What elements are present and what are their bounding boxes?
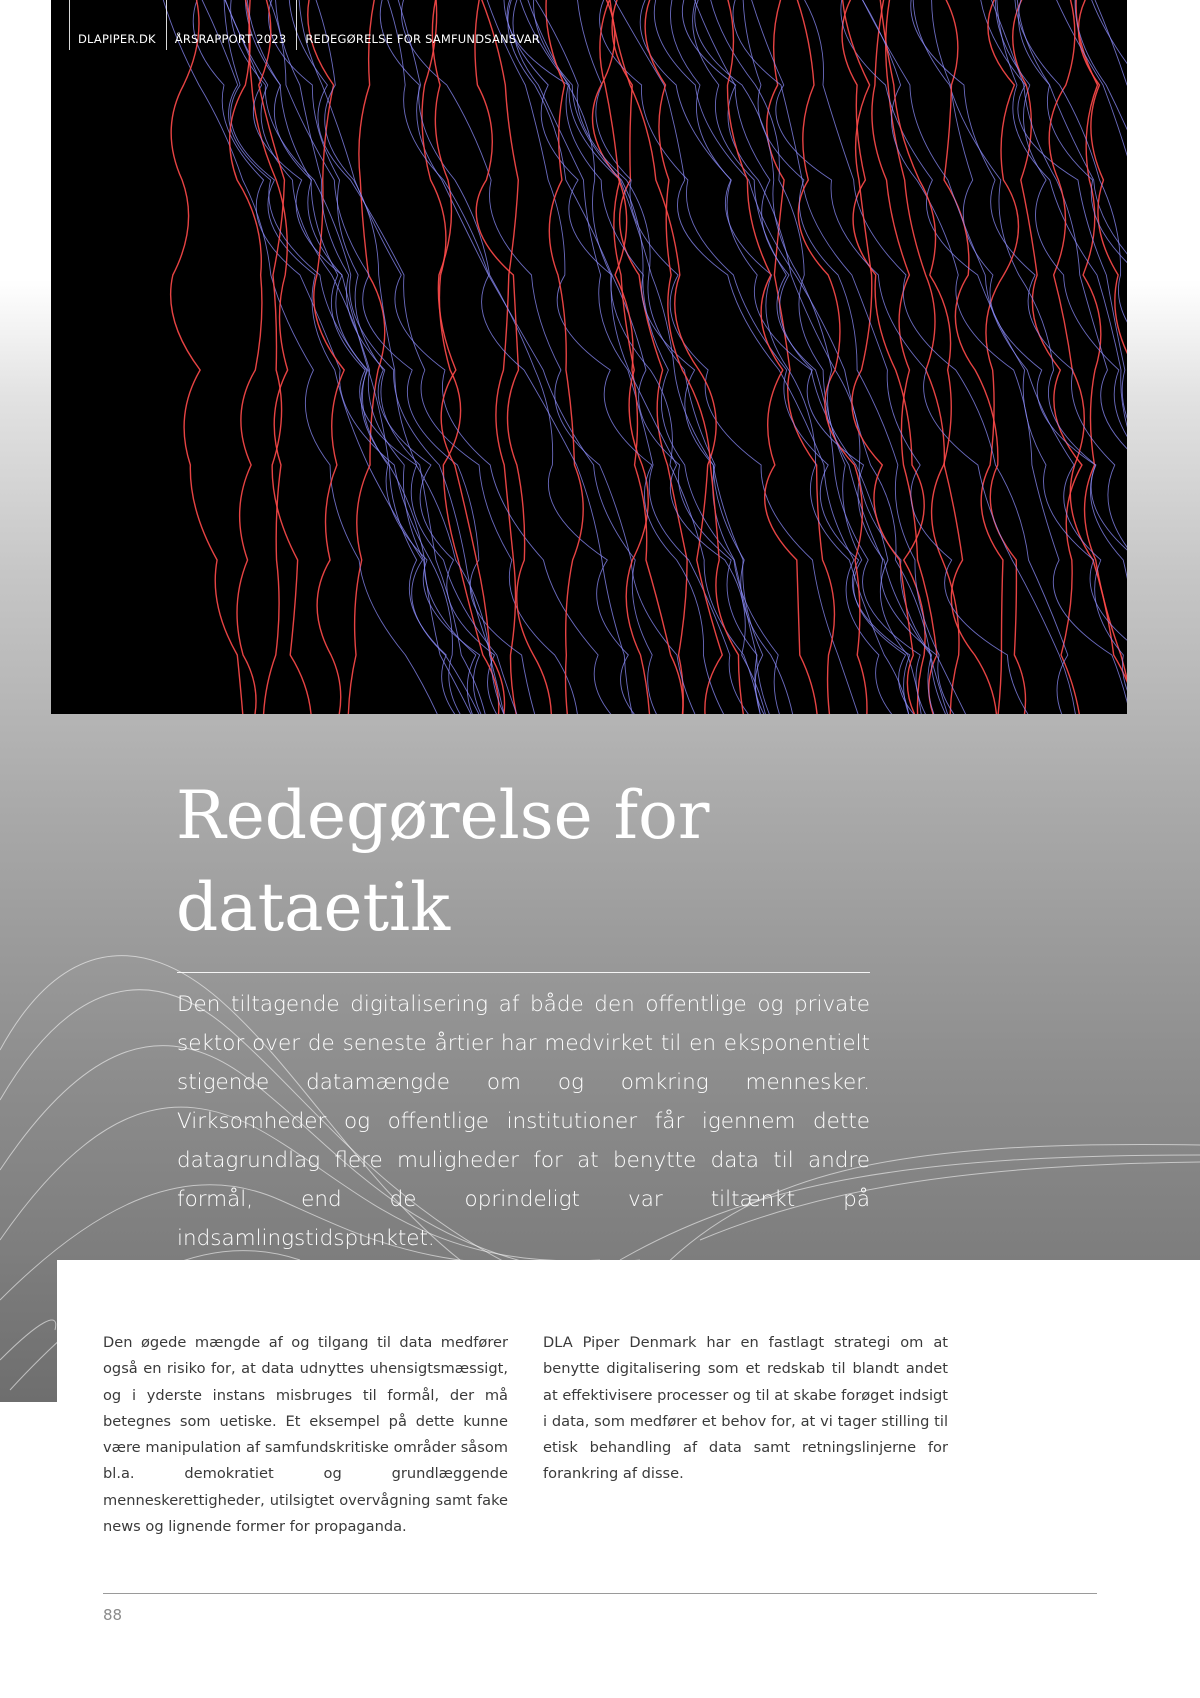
blue-light-trail — [507, 0, 797, 714]
blue-light-trail — [1091, 0, 1127, 714]
blue-light-trail — [534, 0, 797, 714]
hero-light-trails-image — [51, 0, 1127, 714]
light-trails-graphic — [51, 0, 1127, 714]
nav-item-section[interactable]: REDEGØRELSE FOR SAMFUNDSANSVAR — [296, 0, 550, 50]
footer-divider — [103, 1593, 1097, 1594]
blue-light-trail — [841, 0, 1127, 714]
blue-light-trail — [197, 0, 507, 714]
red-light-trail — [171, 0, 246, 714]
body-column-left: Den øgede mængde af og tilgang til data medfører også en risiko for, at data udnyttes uhensigtsmæssigt, og i yderste instans misbruges til formål, der må betegnes som uetiske. Et eksempel på dette kunne være manipulation af samfundskritiske områder såsom bl.a. demokratiet og grundlæggende menneskerettigheder, utilsigtet overvågning samt fake news og lignende former for propaganda. — [103, 1334, 508, 1536]
title-divider — [177, 972, 870, 973]
blue-light-trail — [1088, 0, 1127, 714]
blue-light-trail — [247, 0, 512, 714]
nav-item-site[interactable]: DLAPIPER.DK — [69, 0, 166, 50]
red-light-trail — [612, 0, 687, 714]
red-light-trail — [600, 0, 683, 714]
blue-light-trail — [1075, 0, 1127, 714]
blue-light-trail — [513, 0, 784, 714]
blue-light-trail — [911, 0, 1127, 714]
red-light-trail — [609, 0, 722, 714]
red-light-trail — [886, 0, 997, 714]
red-light-trail — [475, 0, 551, 714]
nav-item-annual-report[interactable]: ÅRSRAPPORT 2023 — [166, 0, 297, 50]
blue-light-trail — [275, 0, 491, 714]
red-light-trail — [1076, 0, 1127, 714]
blue-light-trail — [670, 0, 911, 714]
blue-light-trail — [682, 0, 952, 714]
blue-light-trail — [245, 0, 489, 714]
blue-light-trail — [160, 0, 452, 714]
red-light-trail — [592, 0, 650, 714]
blue-light-trail — [600, 0, 929, 714]
blue-light-trail — [640, 0, 924, 714]
blue-light-trail — [913, 0, 1127, 714]
blue-light-trail — [265, 0, 546, 714]
blue-light-trail — [224, 0, 495, 714]
red-light-trail — [1078, 0, 1127, 714]
lead-paragraph: Den tiltagende digitalisering af både den offentlige og private sektor over de seneste årtier har medvirket til en eksponentielt stigende datamængde om og omkring mennesker. Virksomheder og offentlige institutioner får igennem dette datagrundlag flere muligheder for at benytte data til andre formål, end de oprindeligt var tiltænkt på indsamlingstidspunktet. — [177, 992, 870, 1251]
blue-light-trail — [799, 0, 1085, 714]
blue-light-trail — [1052, 0, 1127, 714]
blue-light-trail — [858, 0, 1127, 714]
blue-light-trail — [709, 0, 957, 714]
red-light-trail — [432, 0, 504, 714]
page-title — [176, 770, 876, 954]
title-line-2: dataetik — [176, 869, 451, 946]
top-breadcrumb-nav — [69, 0, 550, 50]
page-number: 88 — [103, 1606, 123, 1624]
blue-light-trail — [996, 0, 1127, 714]
blue-light-trail — [504, 0, 771, 714]
blue-light-trail — [484, 0, 746, 714]
red-light-trail — [249, 0, 288, 714]
blue-light-trail — [508, 0, 775, 714]
red-light-trail — [879, 0, 959, 714]
red-light-trail — [230, 0, 262, 714]
title-line-1: Redegørelse for — [176, 777, 710, 854]
blue-light-trail — [269, 0, 527, 714]
blue-light-trail — [577, 0, 870, 714]
blue-light-trail — [517, 0, 794, 714]
body-column-right: DLA Piper Denmark har en fastlagt strategi om at benytte digitalisering som et redskab til blandt andet at effektivisere processer og til at skabe forøget indsigt i data, som medfører et behov for, at vi tager stilling til etisk behandling af data samt retningslinjerne for forankring af disse. — [543, 1334, 948, 1483]
red-light-trail — [725, 0, 818, 714]
